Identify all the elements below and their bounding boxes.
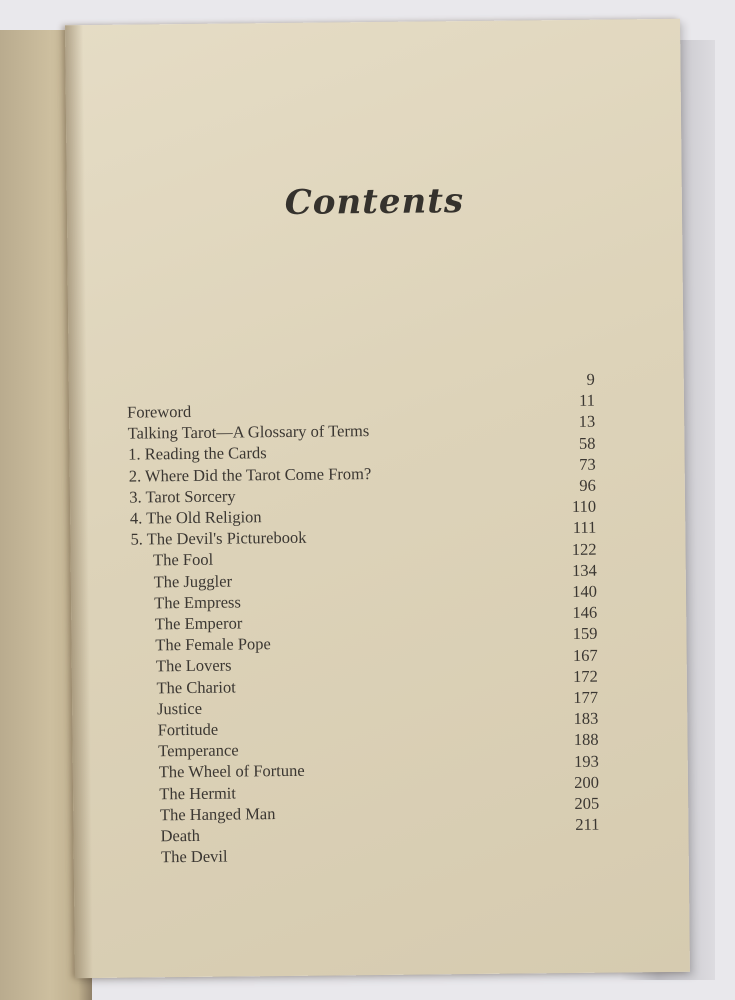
toc-entry-label: The Lovers (155, 655, 232, 676)
toc-page-number: 13 (578, 412, 596, 432)
toc-entry-label: Foreword (126, 401, 192, 422)
toc-page-number: 177 (573, 687, 599, 707)
toc-entry-label: 2. Where Did the Tarot Come From? (128, 463, 372, 486)
toc-entry-label: 5. The Devil's Picturebook (130, 527, 307, 549)
toc-entry-label: The Fool (152, 550, 214, 570)
toc-entry-label: The Devil (160, 846, 228, 867)
toc-entry-label: 3. Tarot Sorcery (129, 486, 236, 507)
toc-page-number: 111 (572, 518, 597, 538)
toc-page-number: 11 (578, 390, 596, 411)
toc-page-number: 73 (579, 454, 596, 474)
toc-page-number: 110 (571, 496, 597, 517)
toc-page-number: 140 (572, 581, 598, 601)
toc-entry-label: The Wheel of Fortune (158, 761, 305, 782)
toc-page-number: 96 (579, 475, 596, 495)
toc-page-number: 193 (573, 751, 599, 771)
toc-entry-label: Temperance (158, 740, 239, 761)
toc-entry-label: The Emperor (154, 613, 243, 634)
toc-page-number: 200 (574, 772, 600, 792)
table-of-contents (126, 369, 627, 867)
toc-entry-label: The Juggler (153, 571, 233, 591)
toc-entry-label: 1. Reading the Cards (128, 443, 267, 464)
contents-page (65, 19, 690, 978)
toc-page-number: 211 (575, 814, 600, 835)
page-title: Contents (284, 181, 465, 223)
toc-entry-label: The Female Pope (155, 634, 271, 655)
toc-entry-label: Justice (156, 698, 203, 719)
toc-page-number: 9 (586, 369, 595, 389)
toc-entry-label: The Empress (154, 592, 241, 613)
toc-entry-label: Death (160, 825, 201, 846)
toc-entry-label: The Hanged Man (159, 803, 276, 825)
toc-entry-label: Talking Tarot—A Glossary of Terms (127, 421, 370, 443)
toc-page-number: 146 (572, 602, 598, 623)
toc-page-number: 167 (572, 645, 598, 665)
toc-entry-label: Fortitude (157, 719, 219, 740)
toc-page-number: 122 (571, 539, 597, 559)
toc-page-number: 205 (574, 793, 600, 813)
toc-page-number: 58 (578, 433, 596, 453)
toc-entry-label: The Hermit (159, 783, 236, 803)
toc-entry-label: The Chariot (156, 677, 236, 697)
toc-page-number: 134 (571, 560, 597, 580)
toc-page-number: 159 (572, 624, 598, 644)
toc-entry-label: 4. The Old Religion (129, 507, 262, 528)
toc-page-number: 183 (573, 708, 599, 729)
toc-page-number: 188 (573, 730, 599, 750)
toc-page-number: 172 (573, 666, 598, 686)
